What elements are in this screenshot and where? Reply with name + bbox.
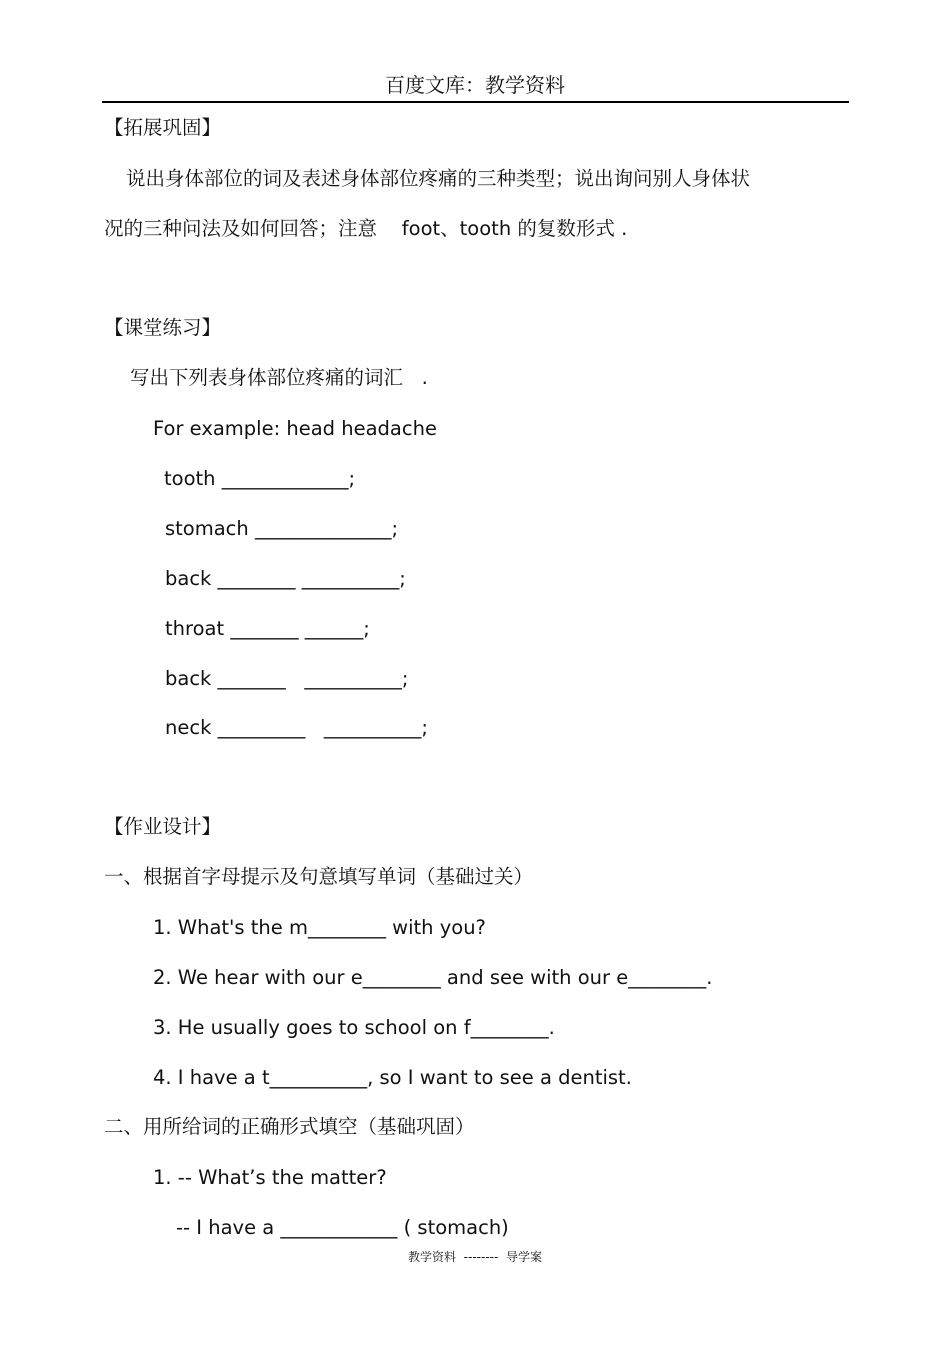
part2-title: 二、用所给词的正确形式填空（基础巩固）: [104, 1115, 475, 1138]
exercise-instruction: 写出下列表身体部位疼痛的词汇 .: [130, 366, 428, 389]
question-item: 2. We hear with our e________ and see with our e________.: [153, 966, 713, 989]
section-heading-classwork: 【课堂练习】: [104, 316, 222, 339]
exercise-item: back ________ __________;: [165, 567, 406, 590]
page-header-title: 百度文库：教学资料: [385, 73, 565, 97]
dialogue-answer: -- I have a ____________ ( stomach): [176, 1216, 509, 1239]
paragraph-line-2: 况的三种问法及如何回答；注意 foot、tooth 的复数形式 .: [104, 217, 628, 240]
question-item: 4. I have a t__________, so I want to see a dentist.: [153, 1066, 632, 1089]
dialogue-question: 1. -- What’s the matter?: [153, 1166, 387, 1189]
exercise-item: stomach ______________;: [165, 517, 399, 540]
question-item: 3. He usually goes to school on f________.: [153, 1016, 555, 1039]
paragraph-line-1: 说出身体部位的词及表述身体部位疼痛的三种类型；说出询问别人身体状: [126, 167, 751, 190]
page-footer: 教学资料 -------- 导学案: [408, 1250, 542, 1264]
section-heading-homework: 【作业设计】: [104, 815, 222, 838]
exercise-item: tooth _____________;: [164, 467, 356, 490]
exercise-item: throat _______ ______;: [165, 617, 370, 640]
example-line: For example: head headache: [153, 417, 437, 440]
question-item: 1. What's the m________ with you?: [153, 916, 486, 939]
exercise-item: back _______ __________;: [165, 667, 409, 690]
part1-title: 一、根据首字母提示及句意填写单词（基础过关）: [104, 865, 534, 888]
header-rule: [102, 101, 849, 103]
exercise-item: neck _________ __________;: [165, 716, 428, 739]
section-heading-expand: 【拓展巩固】: [104, 116, 222, 139]
